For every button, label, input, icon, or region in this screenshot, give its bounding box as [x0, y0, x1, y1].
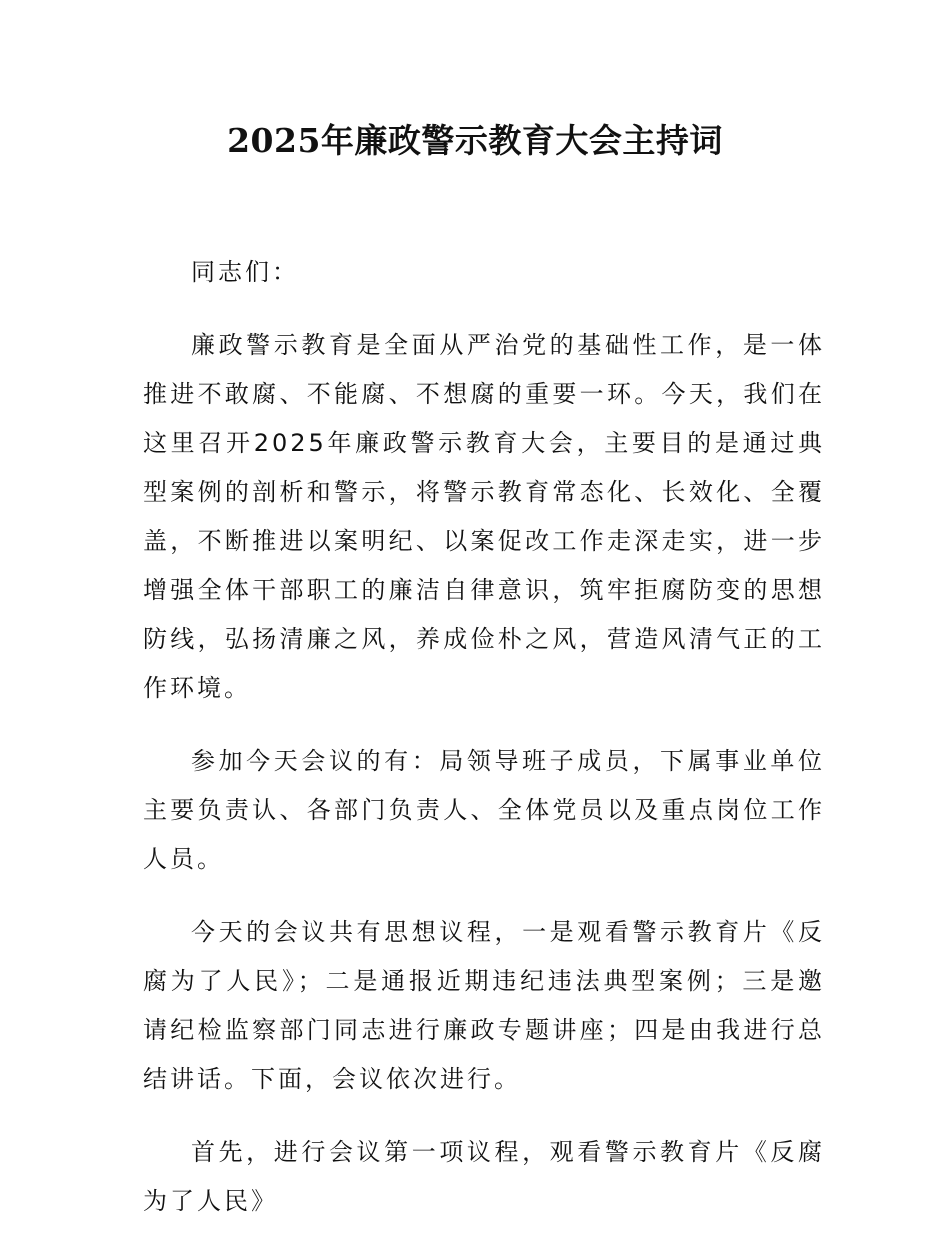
first-item-paragraph: 首先，进行会议第一项议程，观看警示教育片《反腐为了人民》: [143, 1138, 825, 1215]
attendees-paragraph: 参加今天会议的有：局领导班子成员，下属事业单位主要负责认、各部门负责人、全体党员以及重点岗位工作人员。: [143, 747, 825, 873]
intro-paragraph: 廉政警示教育是全面从严治党的基础性工作，是一体推进不敢腐、不能腐、不想腐的重要一环。今天，我们在这里召开2025年廉政警示教育大会，主要目的是通过典型案例的剖析和警示，将警示教育常态化、长效化、全覆盖，不断推进以案明纪、以案促改工作走深走实，进一步增强全体干部职工的廉洁自律意识，筑牢拒腐防变的思想防线，弘扬清廉之风，养成俭朴之风，营造风清气正的工作环境。: [143, 331, 825, 702]
document-body: [143, 248, 825, 1250]
salutation-paragraph: 同志们：: [191, 258, 299, 286]
agenda-paragraph: 今天的会议共有思想议程，一是观看警示教育片《反腐为了人民》；二是通报近期违纪违法典型案例；三是邀请纪检监察部门同志进行廉政专题讲座；四是由我进行总结讲话。下面，会议依次进行。: [143, 918, 825, 1093]
document-title: 2025年廉政警示教育大会主持词: [227, 121, 723, 160]
